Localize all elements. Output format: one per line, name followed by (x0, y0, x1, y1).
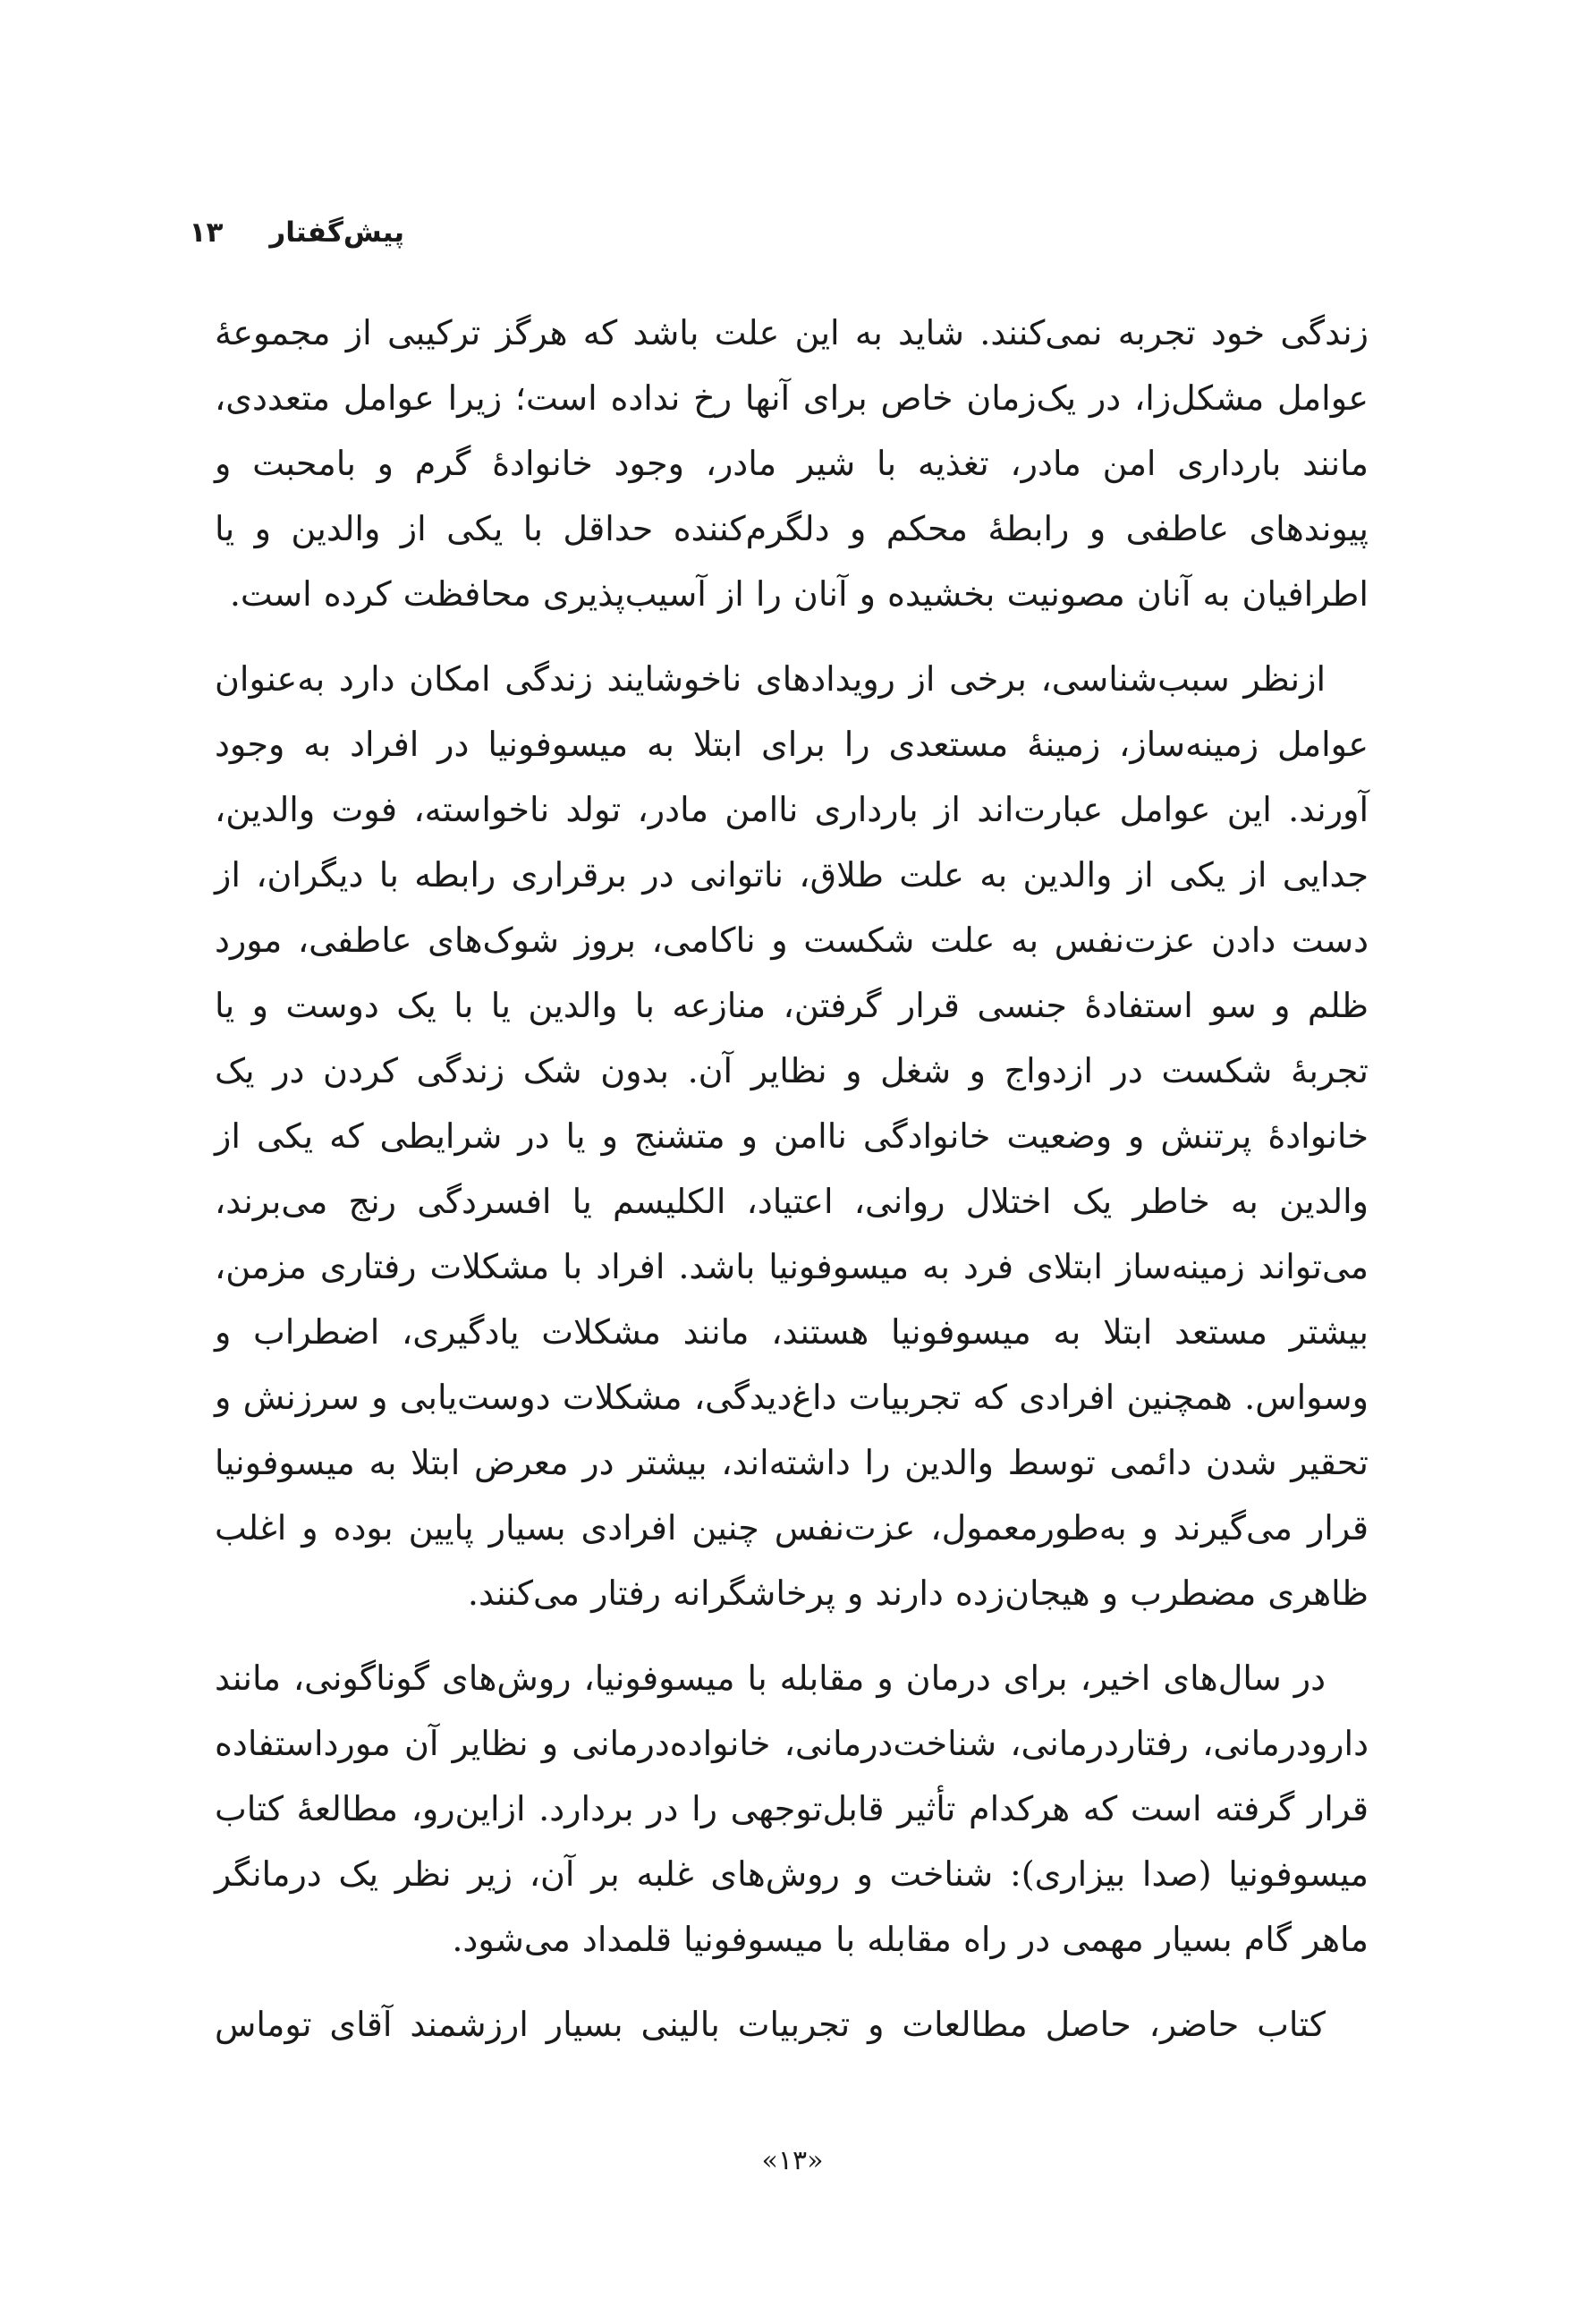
chapter-title: پیش‌گفتار (269, 216, 404, 249)
paragraph: ازنظر سبب‌شناسی، برخی از رویدادهای ناخوشایند زندگی امکان دارد به‌عنوان عوامل زمینه‌ساز، زمینهٔ مستعدی را برای ابتلا به میسوفونیا در افراد به وجود آورند. این عوامل عبارت‌اند از بارداری ناامن مادر، تولد ناخواسته، فوت والدین، جدایی از یکی از والدین به علت طلاق، ناتوانی در برقراری رابطه با دیگران، از دست دادن عزت‌نفس به علت شکست و ناکامی، بروز شوک‌های عاطفی، مورد ظلم و سو استفادهٔ جنسی قرار گرفتن، منازعه با والدین یا با یک دوست و یا تجربهٔ شکست در ازدواج و شغل و نظایر آن. بدون شک زندگی کردن در یک خانوادهٔ پرتنش و وضعیت خانوادگی ناامن و متشنج و یا در شرایطی که یکی از والدین به خاطر یک اختلال روانی، اعتیاد، الکلیسم یا افسردگی رنج می‌برند، می‌تواند زمینه‌ساز ابتلای فرد به میسوفونیا باشد. افراد با مشکلات رفتاری مزمن، بیشتر مستعد ابتلا به میسوفونیا هستند، مانند مشکلات یادگیری، اضطراب و وسواس. همچنین افرادی که تجربیات داغ‌دیدگی، مشکلات دوست‌یابی و سرزنش و تحقیر شدن دائمی توسط والدین را داشته‌اند، بیشتر در معرض ابتلا به میسوفونیا قرار می‌گیرند و به‌طورمعمول، عزت‌نفس چنین افرادی بسیار پایین بوده و اغلب ظاهری مضطرب و هیجان‌زده دارند و پرخاشگرانه رفتار می‌کنند. (215, 659, 1369, 1613)
header-page-number: ۱۳ (189, 216, 224, 249)
paragraph: زندگی خود تجربه نمی‌کنند. شاید به این علت باشد که هرگز ترکیبی از مجموعهٔ عوامل مشکل‌زا، در یک‌زمان خاص برای آنها رخ نداده است؛ زیرا عوامل متعددی، مانند بارداری امن مادر، تغذیه با شیر مادر، وجود خانوادهٔ گرم و بامحبت و پیوندهای عاطفی و رابطهٔ محکم و دلگرم‌کننده حداقل با یکی از والدین و یا اطرافیان به آنان مصونیت بخشیده و آنان را از آسیب‌پذیری محافظت کرده است. (215, 313, 1369, 614)
paragraph: کتاب حاضر، حاصل مطالعات و تجربیات بالینی بسیار ارزشمند آقای توماس (215, 2005, 1326, 2044)
page-folio: «۱۳» (761, 2145, 824, 2176)
body-text (215, 301, 1369, 2057)
paragraph: در سال‌های اخیر، برای درمان و مقابله با میسوفونیا، روش‌های گوناگونی، مانند دارودرمانی، رفتاردرمانی، شناخت‌درمانی، خانواده‌درمانی و نظایر آن مورداستفاده قرار گرفته است که هرکدام تأثیر قابل‌توجهی را در بردارد. ازاین‌رو، مطالعهٔ کتاب میسوفونیا (صدا بیزاری): شناخت و روش‌های غلبه بر آن، زیر نظر یک درمانگر ماهر گام بسیار مهمی در راه مقابله با میسوفونیا قلمداد می‌شود. (215, 1658, 1369, 1959)
running-header (190, 213, 404, 252)
